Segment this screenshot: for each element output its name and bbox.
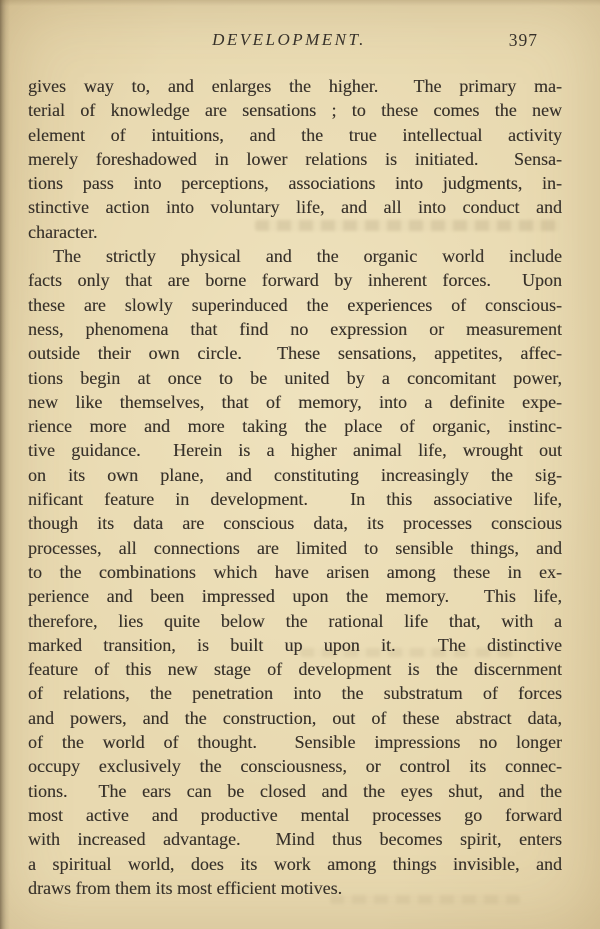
text-line: merely foreshadowed in lower relations is initiated. Sensa- [28,148,562,169]
text-line: processes, all connections are limited to sensible things, and [28,537,562,558]
text-line: ness, phenomena that find no expression or measurement [28,318,562,339]
text-line: draws from them its most efficient motives. [28,877,343,898]
paragraph [28,244,562,900]
text-line: of relations, the penetration into the substratum of forces [28,683,562,704]
text-line: new like themselves, that of memory, into a definite expe- [28,391,562,412]
text-line: The strictly physical and the organic world include [53,246,562,267]
text-line: these are slowly superinduced the experiences of conscious- [28,294,562,315]
text-line: outside their own circle. These sensations, appetites, affec- [28,343,562,364]
running-head [0,30,600,52]
text-line: feature of this new stage of development is the discernment [28,659,562,680]
chapter-title: DEVELOPMENT. [212,30,366,49]
text-line: terial of knowledge are sensations ; to these comes the new [28,100,562,121]
text-line: therefore, lies quite below the rational life that, with a [28,610,562,631]
text-line: on its own plane, and constituting increasingly the sig- [28,464,562,485]
paragraph [28,74,562,244]
page-left-scan-edge [0,0,10,929]
text-line: tions pass into perceptions, associations into judgments, in- [28,173,562,194]
page-top-scan-edge [0,0,600,6]
body-text [28,74,562,900]
text-line: tions. The ears can be closed and the eyes shut, and the [28,780,562,801]
page-number: 397 [508,30,538,50]
text-line: occupy exclusively the consciousness, or control its connec- [28,756,562,777]
text-line: with increased advantage. Mind thus becomes spirit, enters [28,829,562,850]
text-line: stinctive action into voluntary life, and all into conduct and [28,197,562,218]
text-line: most active and productive mental processes go forward [28,804,562,825]
text-line: nificant feature in development. In this associative life, [28,489,562,510]
text-line: to the combinations which have arisen among these in ex- [28,561,562,582]
text-line: element of intuitions, and the true intellectual activity [28,124,562,145]
text-line: of the world of thought. Sensible impressions no longer [28,732,562,753]
text-line: tions begin at once to be united by a concomitant power, [28,367,562,388]
text-line: tive guidance. Herein is a higher animal life, wrought out [28,440,562,461]
text-line: and powers, and the construction, out of these abstract data, [28,707,562,728]
text-line: character. [28,221,98,242]
text-line: rience more and more taking the place of organic, instinc- [28,416,562,437]
text-line: a spiritual world, does its work among things invisible, and [28,853,562,874]
text-line: gives way to, and enlarges the higher. The primary ma- [28,76,562,96]
text-line: perience and been impressed upon the memory. This life, [28,586,562,607]
text-line: marked transition, is built up upon it. The distinctive [28,634,562,655]
text-line: facts only that are borne forward by inherent forces. Upon [28,270,562,291]
text-line: though its data are conscious data, its processes conscious [28,513,562,534]
